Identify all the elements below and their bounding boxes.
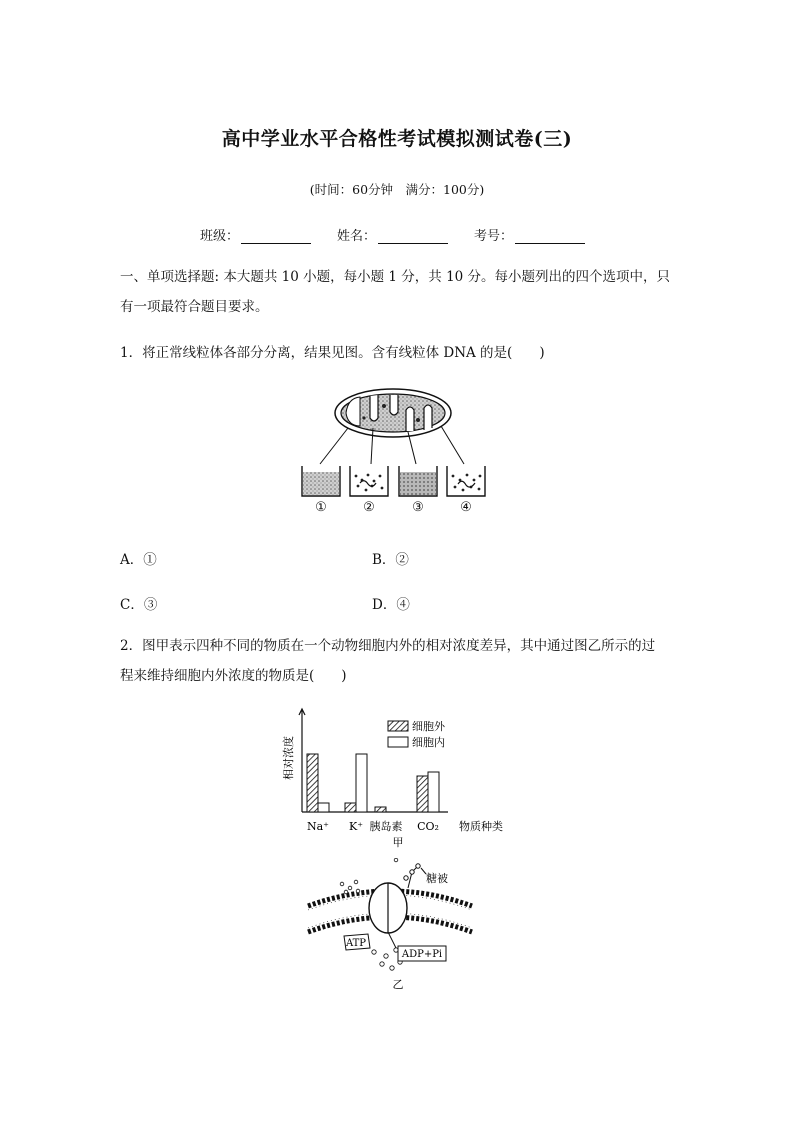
figure-b-caption: 乙 <box>392 978 404 991</box>
beaker-label-1: ① <box>315 500 327 514</box>
bar-inside-3 <box>428 772 439 812</box>
class-field[interactable] <box>200 225 311 244</box>
reaction-arrow-icon <box>388 932 396 948</box>
x-tick-label-3: CO₂ <box>417 820 439 833</box>
name-blank[interactable] <box>378 230 448 244</box>
class-blank[interactable] <box>241 230 311 244</box>
number-blank[interactable] <box>515 230 585 244</box>
beaker-2 <box>350 466 388 496</box>
number-label: 考号： <box>474 229 514 244</box>
concentration-bar-chart <box>278 706 518 854</box>
q1-option-c[interactable]: C．③ <box>120 597 158 613</box>
beaker-3 <box>399 466 437 496</box>
mitochondrion-icon <box>335 389 451 437</box>
section1-heading-line2: 有一项最符合题目要求。 <box>120 299 269 315</box>
beaker-4 <box>447 466 485 496</box>
legend-label-inside: 细胞内 <box>412 736 445 749</box>
bar-outside-1 <box>345 803 356 812</box>
section1-heading-line1: 一、单项选择题: 本大题共 10 小题，每小题 1 分，共 10 分。每小题列出的四个选项中，只 <box>120 269 671 285</box>
section1-heading <box>120 262 680 322</box>
number-field[interactable] <box>474 225 585 244</box>
carrier-protein-icon <box>369 883 407 933</box>
adp-box <box>398 946 446 961</box>
q2-stem-line1: 2．图甲表示四种不同的物质在一个动物细胞内外的相对浓度差异，其中通过图乙所示的过 <box>120 638 656 654</box>
q1-stem: 1．将正常线粒体各部分分离，结果见图。含有线粒体 DNA 的是( ) <box>120 345 545 361</box>
class-label: 班级： <box>200 229 240 244</box>
glycocalyx-label: 糖被 <box>426 872 448 885</box>
q2-stem <box>120 631 680 691</box>
chart-legend <box>388 719 446 749</box>
name-field[interactable] <box>337 225 448 244</box>
beaker-label-2: ② <box>363 500 375 514</box>
q1-option-d[interactable]: D．④ <box>372 597 410 613</box>
x-tick-label-1: K⁺ <box>348 820 364 833</box>
legend-label-outside: 细胞外 <box>412 720 445 733</box>
chart-caption: 甲 <box>392 836 404 849</box>
student-info-row <box>200 225 585 244</box>
beaker-1 <box>302 466 340 496</box>
bar-outside-0 <box>307 754 318 812</box>
q2-stem-line2: 程来维持细胞内外浓度的物质是( ) <box>120 668 347 684</box>
bar-outside-2 <box>375 807 386 812</box>
exam-time-score: (时间：60分钟 满分：100分) <box>309 182 485 197</box>
q1-option-b[interactable]: B．② <box>372 552 409 568</box>
legend-swatch-outside <box>388 721 408 731</box>
adp-label: ADP+Pi <box>401 949 443 960</box>
page-title: 高中学业水平合格性考试模拟测试卷(三) <box>221 128 573 150</box>
chart-ylabel: 相对浓度 <box>282 736 295 780</box>
beaker-label-3: ③ <box>412 500 424 514</box>
atp-badge <box>344 934 370 950</box>
chart-bars <box>307 754 439 812</box>
glycocalyx-icon <box>404 864 420 888</box>
mitochondria-figure <box>298 388 498 514</box>
x-tick-label-0: Na⁺ <box>307 820 329 833</box>
bar-inside-0 <box>318 803 329 812</box>
membrane-transport-figure <box>300 858 482 992</box>
chart-xlabel: 物质种类 <box>459 820 503 833</box>
bar-outside-3 <box>417 776 428 812</box>
atp-label: ATP <box>345 938 367 949</box>
q1-option-a[interactable]: A．① <box>120 552 157 568</box>
x-tick-label-2: 胰岛素 <box>369 820 403 833</box>
name-label: 姓名： <box>337 229 377 244</box>
bar-inside-1 <box>356 754 367 812</box>
chart-x-ticks <box>307 819 439 833</box>
beaker-label-4: ④ <box>460 500 472 514</box>
legend-swatch-inside <box>388 737 408 747</box>
